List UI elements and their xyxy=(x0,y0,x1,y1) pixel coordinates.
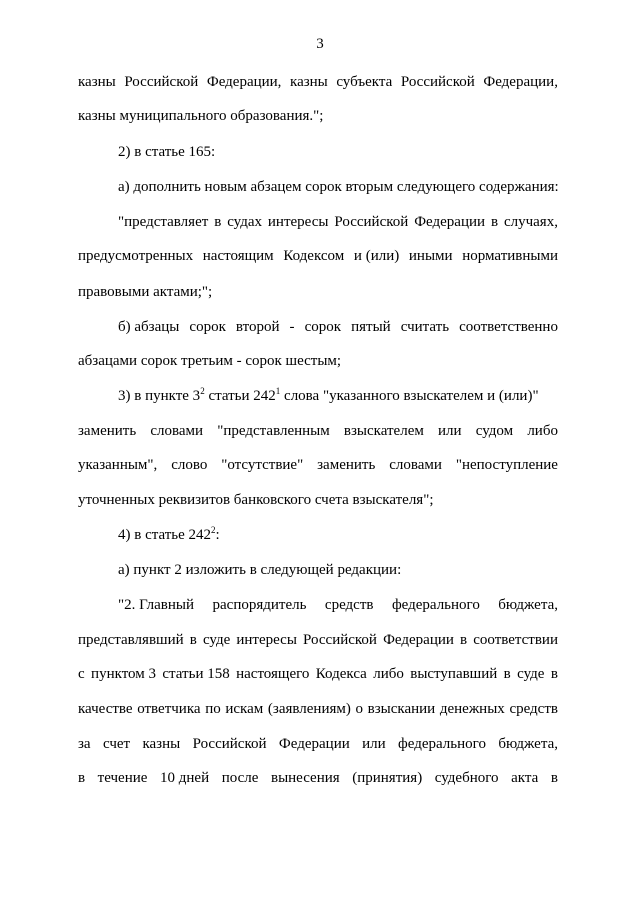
word: федерального xyxy=(391,597,480,613)
text-line xyxy=(78,421,558,441)
text-line xyxy=(118,595,558,615)
word: в xyxy=(78,770,86,786)
text-line xyxy=(78,664,558,684)
word: казны xyxy=(290,74,328,90)
text-line xyxy=(118,317,558,337)
word: иными xyxy=(408,248,453,264)
word: "непоступление xyxy=(455,457,558,473)
text-line xyxy=(78,455,558,475)
word: федерального xyxy=(398,736,486,752)
word: судом xyxy=(475,423,514,439)
word: суде xyxy=(202,632,231,648)
word: средств xyxy=(509,701,558,717)
word: нормативными xyxy=(462,248,558,264)
text-fragment: 3) в пункте 3 xyxy=(118,388,201,404)
word: настоящего xyxy=(236,666,310,682)
word: "представленным xyxy=(217,423,330,439)
word: сорок xyxy=(304,319,342,335)
word: настоящим xyxy=(202,248,274,264)
word: 10 дней xyxy=(160,770,210,786)
word: соответствии xyxy=(473,632,558,648)
word: Российской xyxy=(124,74,199,90)
word: либо xyxy=(373,666,404,682)
word: в xyxy=(460,632,468,648)
text-line: казны муниципального образования."; xyxy=(78,108,324,124)
text-fragment: : xyxy=(215,527,220,543)
word: судах xyxy=(227,214,262,230)
word: - xyxy=(289,319,295,335)
text-line xyxy=(78,246,558,266)
word: заменить xyxy=(317,457,376,473)
word: указанным", xyxy=(78,457,158,473)
word: заменить xyxy=(78,423,137,439)
text-line: абзацами сорок третьим - сорок шестым; xyxy=(78,353,342,369)
word: Федерации xyxy=(383,632,454,648)
word: словами xyxy=(150,423,204,439)
word: (принятия) xyxy=(352,770,423,786)
text-line xyxy=(118,386,558,406)
word: казны xyxy=(78,74,116,90)
word: случаях, xyxy=(503,214,558,230)
superscript: 2 xyxy=(200,386,205,396)
text-line xyxy=(118,525,558,545)
word: в xyxy=(550,666,558,682)
text-line xyxy=(78,734,558,754)
word: за xyxy=(78,736,91,752)
superscript: 2 xyxy=(211,525,216,535)
word: счет xyxy=(102,736,131,752)
text-line xyxy=(78,630,558,650)
word: в xyxy=(550,770,558,786)
word: статьи 158 xyxy=(162,666,230,682)
word: качестве xyxy=(78,701,133,717)
word: или xyxy=(438,423,462,439)
word: по xyxy=(205,701,221,717)
text-line xyxy=(78,768,558,788)
text-fragment: слова "указанного взыскателем и (или)" xyxy=(280,388,539,404)
word: "2. Главный xyxy=(118,597,195,613)
word: Федерации, xyxy=(206,74,282,90)
word: вынесения xyxy=(270,770,340,786)
word: Российской xyxy=(303,632,377,648)
word: второй xyxy=(235,319,280,335)
word: или xyxy=(362,736,386,752)
word: казны xyxy=(142,736,181,752)
word: о xyxy=(355,701,364,717)
word: интересы xyxy=(267,214,329,230)
word: распорядитель xyxy=(212,597,307,613)
word: (заявлениям) xyxy=(267,701,351,717)
word: судебного xyxy=(434,770,499,786)
word: с xyxy=(78,666,85,682)
word: Федерации xyxy=(278,736,350,752)
word: в xyxy=(503,666,511,682)
word: акта xyxy=(511,770,539,786)
word: считать xyxy=(400,319,450,335)
word: представлявший xyxy=(78,632,184,648)
text-fragment: статьи 242 xyxy=(204,388,276,404)
word: суде xyxy=(517,666,545,682)
word: "представляет xyxy=(118,214,209,230)
word: б) абзацы xyxy=(118,319,180,335)
word: ответчика xyxy=(137,701,201,717)
word: бюджета, xyxy=(498,736,558,752)
word: денежных xyxy=(439,701,505,717)
word: предусмотренных xyxy=(78,248,194,264)
text-line: уточненных реквизитов банковского счета взыскателя"; xyxy=(78,492,434,508)
word: в xyxy=(490,214,499,230)
word: бюджета, xyxy=(498,597,558,613)
word: выступавший xyxy=(410,666,498,682)
word: Российской xyxy=(400,74,475,90)
word: Федерации xyxy=(414,214,486,230)
text-line xyxy=(78,72,558,92)
word: Федерации, xyxy=(483,74,558,90)
text-line xyxy=(78,699,558,719)
word: Российской xyxy=(192,736,267,752)
text-line: а) пункт 2 изложить в следующей редакции: xyxy=(118,562,402,578)
word: после xyxy=(221,770,259,786)
word: в xyxy=(214,214,222,230)
text-line: 2) в статье 165: xyxy=(118,144,216,160)
word: пятый xyxy=(351,319,391,335)
word: и (или) xyxy=(353,248,400,264)
word: в xyxy=(189,632,197,648)
word: "отсутствие" xyxy=(221,457,304,473)
superscript: 1 xyxy=(275,386,281,396)
word: пунктом 3 xyxy=(91,666,157,682)
word: Кодексом xyxy=(283,248,345,264)
word: субъекта xyxy=(336,74,393,90)
text-line xyxy=(118,212,558,232)
word: Российской xyxy=(334,214,409,230)
word: интересы xyxy=(236,632,297,648)
word: взыскании xyxy=(367,701,436,717)
text-line: а) дополнить новым абзацем сорок вторым следующего содержания: xyxy=(118,179,559,195)
word: течение xyxy=(97,770,148,786)
word: словами xyxy=(389,457,442,473)
word: либо xyxy=(527,423,558,439)
word: средств xyxy=(324,597,374,613)
word: слово xyxy=(171,457,208,473)
word: соответственно xyxy=(459,319,558,335)
text-line: правовыми актами;"; xyxy=(78,284,213,300)
page-number: 3 xyxy=(316,36,324,52)
word: сорок xyxy=(189,319,226,335)
word: взыскателем xyxy=(343,423,424,439)
word: искам xyxy=(225,701,264,717)
word: Кодекса xyxy=(315,666,367,682)
text-fragment: 4) в статье 242 xyxy=(118,527,212,543)
